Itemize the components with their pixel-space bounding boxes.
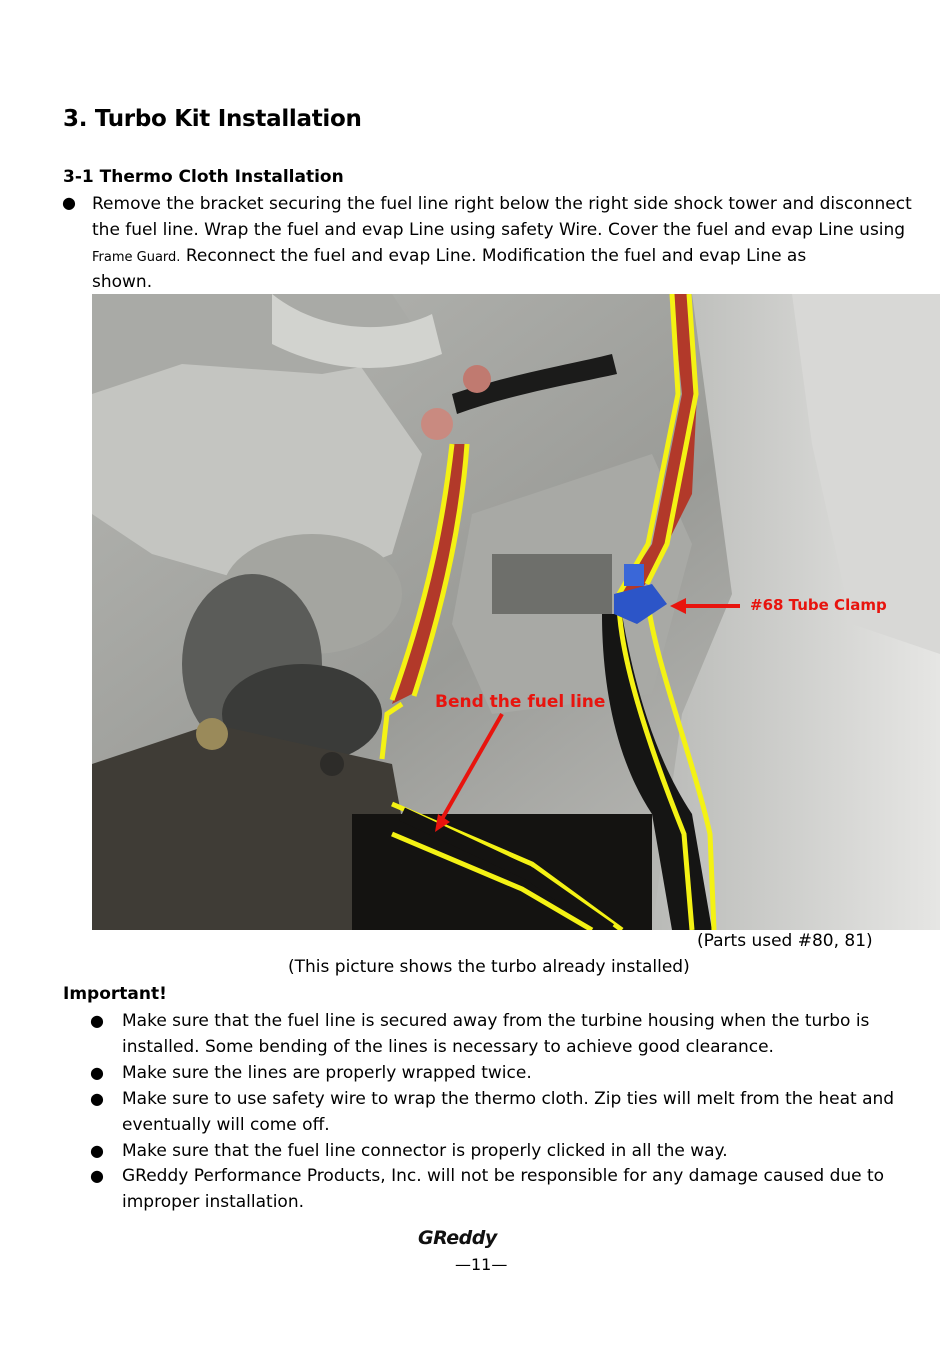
important-item-3-line-2: eventually will come off. [122,1115,330,1135]
bullet-dot: ● [90,1166,104,1185]
parts-used-caption: (Parts used #80, 81) [697,931,873,951]
bullet-dot: ● [90,1141,104,1160]
important-item-1-line-2: installed. Some bending of the lines is necessary to achieve good clearance. [122,1037,774,1057]
section-heading: 3-1 Thermo Cloth Installation [63,167,344,187]
page-title: 3. Turbo Kit Installation [63,106,362,132]
instruction-line-3 [92,243,806,271]
important-item-3-line-1: Make sure to use safety wire to wrap the thermo cloth. Zip ties will melt from the heat and [122,1089,895,1109]
important-item-4-line-1: Make sure that the fuel line connector is properly clicked in all the way. [122,1141,728,1161]
instruction-line-2: the fuel line. Wrap the fuel and evap Line using safety Wire. Cover the fuel and evap Line using [92,220,906,240]
important-item-2-line-1: Make sure the lines are properly wrapped twice. [122,1063,532,1083]
important-heading: Important! [63,984,167,1004]
tube-clamp-label: #68 Tube Clamp [750,596,887,614]
instruction-line-3-text: Reconnect the fuel and evap Line. Modification the fuel and evap Line as [185,246,807,266]
bullet-dot: ● [90,1011,104,1030]
frame-guard-text: Frame Guard. [92,250,181,265]
page-number: —11— [455,1255,508,1274]
engine-bay-photo [92,294,940,930]
bend-fuel-line-label: Bend the fuel line [435,692,606,712]
bullet-dot: ● [62,193,76,212]
logo-text: GReddy [418,1227,497,1248]
greddy-logo [416,1226,532,1252]
instruction-line-1: Remove the bracket securing the fuel line right below the right side shock tower and disconnect [92,194,912,214]
bullet-dot: ● [90,1089,104,1108]
important-item-5-line-1: GReddy Performance Products, Inc. will not be responsible for any damage caused due to [122,1166,885,1186]
instruction-line-4: shown. [92,272,153,292]
bullet-dot: ● [90,1063,104,1082]
photo-note-caption: (This picture shows the turbo already installed) [288,957,690,977]
important-item-1-line-1: Make sure that the fuel line is secured away from the turbine housing when the turbo is [122,1011,870,1031]
important-item-5-line-2: improper installation. [122,1192,305,1212]
